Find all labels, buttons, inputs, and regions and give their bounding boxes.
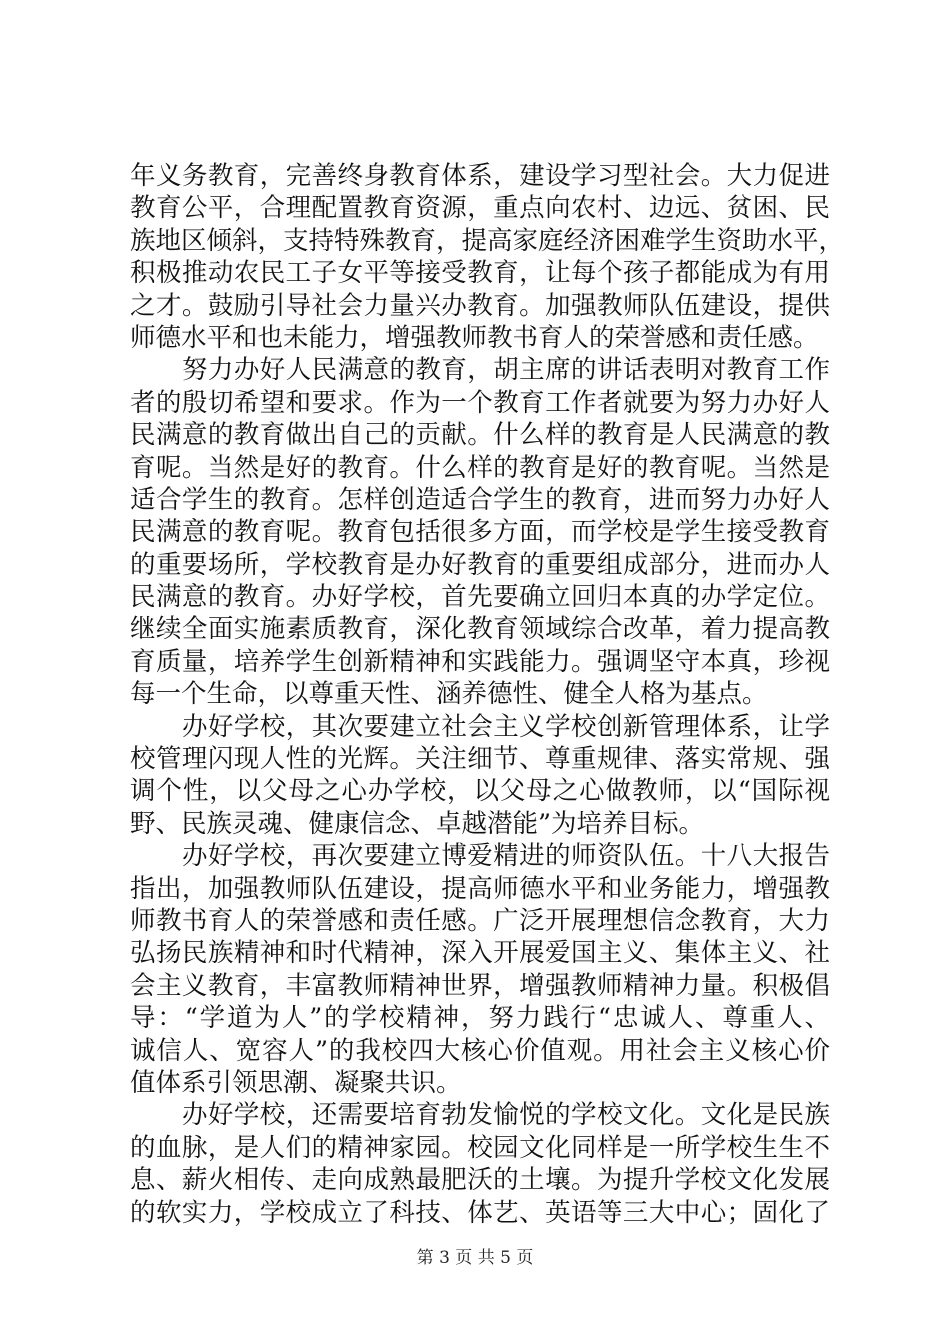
text-line: 会主义教育，丰富教师精神世界，增强教师精神力量。积极倡 xyxy=(130,970,830,1001)
text-line: 师德水平和也未能力，增强教师教书育人的荣誉感和责任感。 xyxy=(130,322,819,353)
text-line: 的血脉，是人们的精神家园。校园文化同样是一所学校生生不 xyxy=(130,1132,830,1163)
text-line: 指出，加强教师队伍建设，提高师德水平和业务能力，增强教 xyxy=(130,873,830,904)
page-footer: 第 3 页 共 5 页 xyxy=(416,1248,534,1268)
text-line: 民满意的教育。办好学校，首先要确立回归本真的办学定位。 xyxy=(130,582,830,613)
text-line: 适合学生的教育。怎样创造适合学生的教育，进而努力办好人 xyxy=(130,484,830,515)
text-line: 者的殷切希望和要求。作为一个教育工作者就要为努力办好人 xyxy=(130,387,830,418)
text-line: 继续全面实施素质教育，深化教育领域综合改革，着力提高教 xyxy=(130,614,830,645)
text-line: 积极推动农民工子女平等接受教育，让每个孩子都能成为有用 xyxy=(130,258,830,289)
text-line: 民满意的教育做出自己的贡献。什么样的教育是人民满意的教 xyxy=(130,420,830,451)
text-line: 办好学校，再次要建立博爱精进的师资队伍。十八大报告 xyxy=(182,841,830,872)
text-line: 值体系引领思潮、凝聚共识。 xyxy=(130,1067,462,1098)
text-line: 导：“学道为人”的学校精神，努力践行“忠诚人、尊重人、 xyxy=(130,1003,830,1034)
text-line: 民满意的教育呢。教育包括很多方面，而学校是学生接受教育 xyxy=(130,517,830,548)
text-line: 诚信人、宽容人”的我校四大核心价值观。用社会主义核心价 xyxy=(130,1035,830,1066)
body-text xyxy=(130,160,845,1229)
text-line: 族地区倾斜，支持特殊教育，提高家庭经济困难学生资助水平， xyxy=(130,225,845,256)
text-line: 年义务教育，完善终身教育体系，建设学习型社会。大力促进 xyxy=(130,161,830,191)
text-line: 育呢。当然是好的教育。什么样的教育是好的教育呢。当然是 xyxy=(130,452,830,483)
text-line: 师教书育人的荣誉感和责任感。广泛开展理想信念教育，大力 xyxy=(130,905,830,936)
text-line: 办好学校，还需要培育勃发愉悦的学校文化。文化是民族 xyxy=(182,1100,830,1131)
text-line: 息、薪火相传、走向成熟最肥沃的土壤。为提升学校文化发展 xyxy=(130,1165,830,1196)
text-line: 调个性，以父母之心办学校，以父母之心做教师，以“国际视 xyxy=(130,776,830,807)
text-line: 办好学校，其次要建立社会主义学校创新管理体系，让学 xyxy=(182,711,830,742)
text-line: 教育公平，合理配置教育资源，重点向农村、边远、贫困、民 xyxy=(130,193,830,224)
text-line: 每一个生命，以尊重天性、涵养德性、健全人格为基点。 xyxy=(130,679,768,710)
text-line: 努力办好人民满意的教育，胡主席的讲话表明对教育工作 xyxy=(182,355,830,386)
text-line: 弘扬民族精神和时代精神，深入开展爱国主义、集体主义、社 xyxy=(130,938,830,969)
text-line: 野、民族灵魂、健康信念、卓越潜能”为培养目标。 xyxy=(130,808,705,839)
text-line: 之才。鼓励引导社会力量兴办教育。加强教师队伍建设，提供 xyxy=(130,290,830,321)
text-line: 育质量，培养学生创新精神和实践能力。强调坚守本真，珍视 xyxy=(130,646,830,677)
text-line: 校管理闪现人性的光辉。关注细节、尊重规律、落实常规、强 xyxy=(130,744,830,775)
text-line: 的重要场所，学校教育是办好教育的重要组成部分，进而办人 xyxy=(130,549,830,580)
text-line: 的软实力，学校成立了科技、体艺、英语等三大中心；固化了 xyxy=(130,1197,830,1228)
